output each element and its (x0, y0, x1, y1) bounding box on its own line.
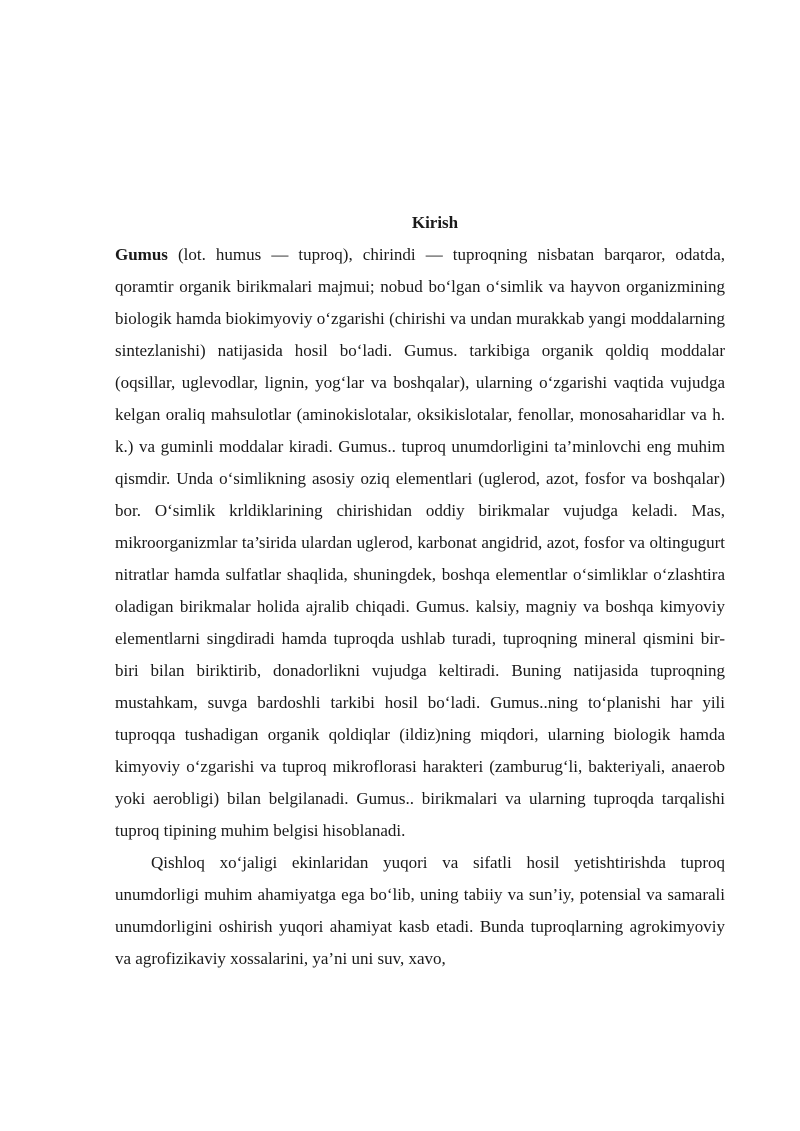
section-heading: Kirish (411, 213, 459, 232)
paragraph-gumus (115, 239, 725, 847)
document-body (115, 209, 725, 975)
term-gumus: Gumus (115, 245, 168, 264)
paragraph-qishloq: Qishloq xo‘jaligi ekinlaridan yuqori va sifatli hosil yetishtirishda tuproq unumdorligi muhim ahamiyatga ega bo‘lib, uning tabiiy va sun’iy, potensial va samarali unumdorligini oshirish yuqori ahamiyat kasb etadi. Bunda tuproqlarning agrokimyoviy va agrofizikaviy xossalarini, ya’ni uni suv, xavo, (115, 853, 725, 968)
paragraph-gumus-text: (lot. humus — tuproq), chirindi — tuproqning nisbatan barqaror, odatda, qoramtir organik birikmalari majmui; nobud bo‘lgan o‘simlik va hayvon organizmining biologik hamda biokimyoviy o‘zgarishi (chirishi va undan murakkab yangi moddalarning sintezlanishi) natijasida hosil bo‘ladi. Gumus. tarkibiga organik qoldiq moddalar (oqsillar, uglevodlar, lignin, yog‘lar va boshqalar), ularning o‘zgarishi vaqtida vujudga kelgan oraliq mahsulotlar (aminokislotalar, oksikislotalar, fenollar, monosaharidlar va h. k.) va guminli moddalar kiradi. Gumus.. tuproq unumdorligini ta’minlovchi eng muhim qismdir. Unda o‘simlikning asosiy oziq elementlari (uglerod, azot, fosfor va boshqalar) bor. O‘simlik krldiklarining chirishidan oddiy birikmalar vujudga keladi. Mas, mikroorganizmlar ta’sirida ulardan uglerod, karbonat angidrid, azot, fosfor va oltingugurt nitratlar hamda sulfatlar shaqlida, shuningdek, boshqa elementlar o‘simliklar o‘zlashtira oladigan birikmalar holida ajralib chiqadi. Gumus. kalsiy, magniy va boshqa kimyoviy elementlarni singdiradi hamda tuproqda ushlab turadi, tuproqning mineral qismini bir-biri bilan biriktirib, donadorlikni vujudga keltiradi. Buning natijasida tuproqning mustahkam, suvga bardoshli tarkibi hosil bo‘ladi. Gumus..ning to‘planishi har yili tuproqqa tushadigan organik qoldiqlar (ildiz)ning miqdori, ularning biologik hamda kimyoviy o‘zgarishi va tuproq mikroflorasi harakteri (zamburug‘li, bakteriyali, anaerob yoki aerobligi) bilan belgilanadi. Gumus.. birikmalari va ularning tuproqda tarqalishi tuproq tipining muhim belgisi hisoblanadi. (115, 245, 725, 840)
